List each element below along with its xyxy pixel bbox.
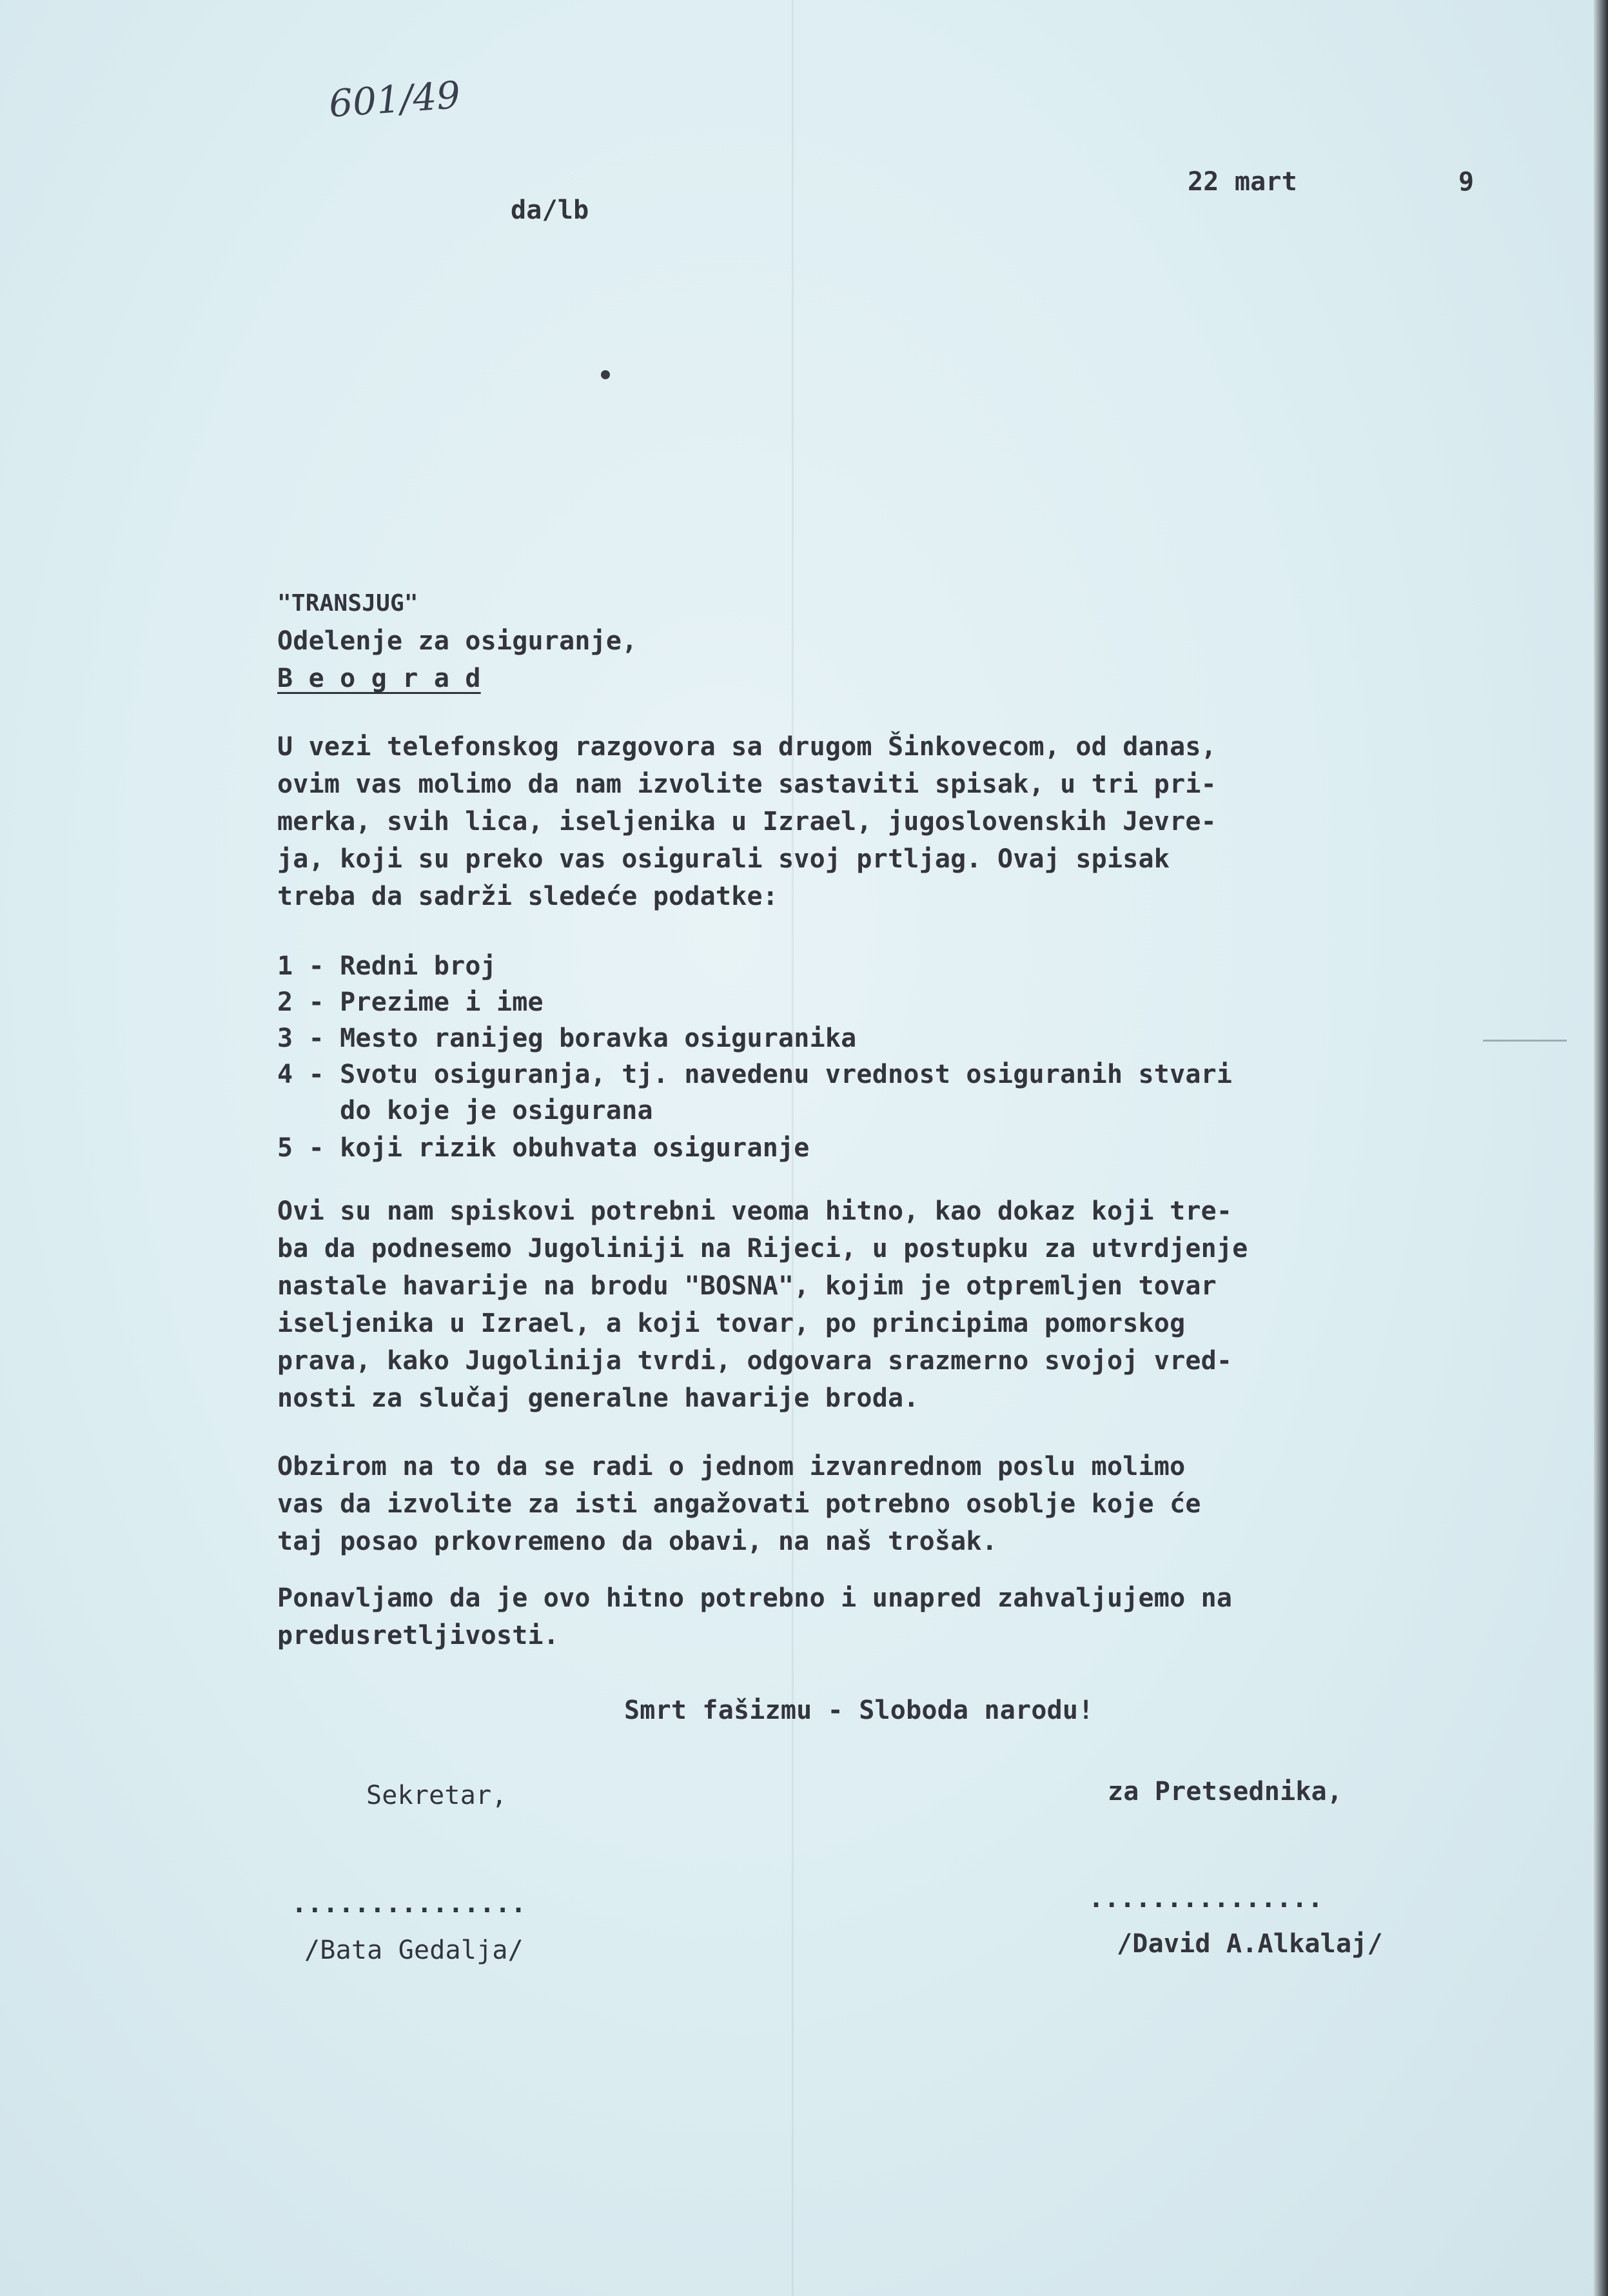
president-name: /David A.Alkalaj/ [1117, 1929, 1383, 1959]
body-line: nastale havarije na brodu "BOSNA", kojim je otpremljen tovar [277, 1271, 1217, 1301]
body-line: ja, koji su preko vas osigurali svoj prtljag. Ovaj spisak [277, 844, 1170, 874]
secretary-title: Sekretar, [366, 1781, 507, 1810]
list-item: 2 - Prezime i ime [277, 987, 544, 1017]
body-line: iseljenika u Izrael, a koji tovar, po principima pomorskog [277, 1309, 1186, 1338]
body-line: predusretljivosti. [277, 1621, 560, 1650]
signature-line-left: ............... [291, 1889, 527, 1919]
body-line: Ovi su nam spiskovi potrebni veoma hitno, kao dokaz koji tre- [277, 1196, 1233, 1226]
letter-date-suffix: 9 [1458, 167, 1475, 197]
body-line: vas da izvolite za isti angažovati potrebno osoblje koje će [277, 1489, 1201, 1519]
secretary-name: /Bata Gedalja/ [304, 1935, 524, 1965]
page-edge-shadow [1594, 0, 1608, 2296]
body-line: merka, svih lica, iseljenika u Izrael, jugoslovenskih Jevre- [277, 807, 1217, 836]
ink-dot [601, 370, 610, 379]
president-title: za Pretsednika, [1108, 1777, 1343, 1806]
list-item: 4 - Svotu osiguranja, tj. navedenu vrednost osiguranih stvari [277, 1060, 1233, 1089]
stray-mark [1483, 1040, 1567, 1042]
body-line: treba da sadrži sledeće podatke: [277, 882, 779, 911]
body-line: Ponavljamo da je ovo hitno potrebno i unapred zahvaljujemo na [277, 1583, 1233, 1613]
recipient-city: B e o g r a d [277, 664, 481, 693]
letter-date: 22 mart [1188, 167, 1297, 197]
body-line: ba da podnesemo Jugoliniji na Rijeci, u postupku za utvrdjenje [277, 1234, 1248, 1263]
list-item: 1 - Redni broj [277, 951, 496, 981]
reference-code: da/lb [511, 195, 589, 225]
list-item: 5 - koji rizik obuhvata osiguranje [277, 1133, 810, 1163]
body-line: prava, kako Jugolinija tvrdi, odgovara srazmerno svojoj vred- [277, 1346, 1233, 1376]
body-line: taj posao prkovremeno da obavi, na naš trošak. [277, 1527, 997, 1556]
list-item: 3 - Mesto ranijeg boravka osiguranika [277, 1024, 857, 1053]
recipient-company: "TRANSJUG" [277, 590, 418, 617]
body-line: ovim vas molimo da nam izvolite sastaviti spisak, u tri pri- [277, 769, 1217, 799]
closing-salutation: Smrt fašizmu - Sloboda narodu! [624, 1696, 1094, 1725]
body-line: nosti za slučaj generalne havarije broda. [277, 1383, 919, 1413]
recipient-department: Odelenje za osiguranje, [277, 626, 638, 656]
body-line: Obzirom na to da se radi o jednom izvanrednom poslu molimo [277, 1452, 1186, 1481]
list-item: do koje je osigurana [277, 1096, 653, 1125]
body-line: U vezi telefonskog razgovora sa drugom Šinkovecom, od danas, [277, 732, 1217, 762]
signature-line-right: ............... [1088, 1884, 1324, 1914]
handwritten-reference: 601/49 [327, 72, 462, 126]
